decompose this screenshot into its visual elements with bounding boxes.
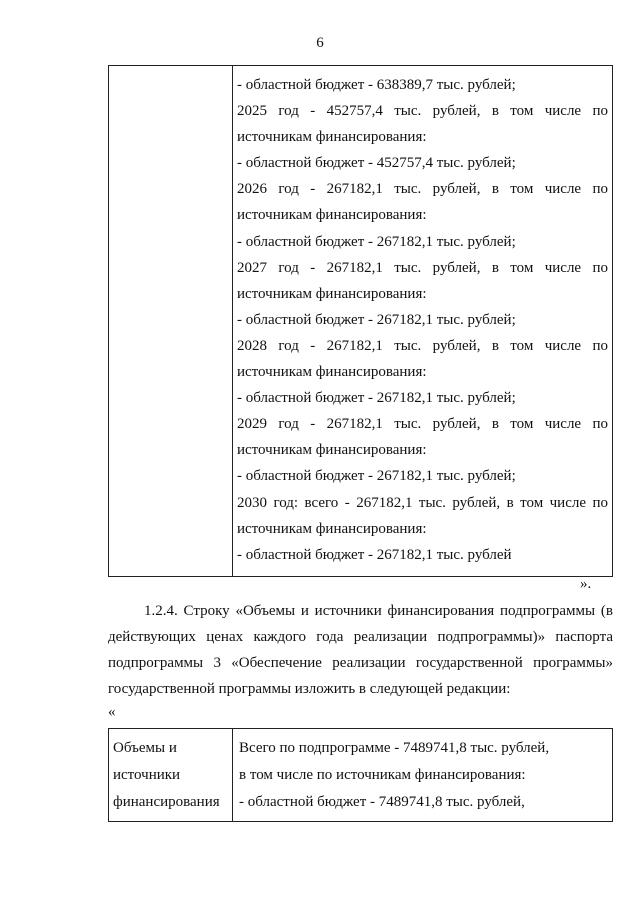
value-line: - областной бюджет - 7489741,8 тыс. рублей, bbox=[239, 794, 525, 810]
new-financing-table bbox=[108, 728, 613, 822]
financing-line: 2027 год - 267182,1 тыс. рублей, в том числе по bbox=[237, 259, 608, 276]
amendment-paragraph bbox=[108, 598, 613, 702]
financing-line: источникам финансирования: bbox=[237, 285, 427, 302]
page-number: 6 bbox=[316, 35, 324, 51]
label-line: источники bbox=[113, 767, 181, 783]
financing-line: 2029 год - 267182,1 тыс. рублей, в том числе по bbox=[237, 416, 608, 433]
paragraph-line: государственной программы изложить в следующей редакции: bbox=[108, 681, 511, 697]
label-line: финансирования bbox=[113, 794, 220, 810]
financing-line: - областной бюджет - 638389,7 тыс. рублей; bbox=[237, 77, 516, 93]
paragraph-line: действующих ценах каждого года реализации подпрограммы)» паспорта bbox=[108, 629, 613, 645]
new-table-label-cell bbox=[109, 729, 233, 821]
financing-line: - областной бюджет - 267182,1 тыс. рублей; bbox=[237, 468, 516, 485]
financing-line: 2030 год: всего - 267182,1 тыс. рублей, в том числе по bbox=[237, 494, 608, 511]
financing-line: - областной бюджет - 267182,1 тыс. рублей; bbox=[237, 311, 516, 328]
financing-line: 2028 год - 267182,1 тыс. рублей, в том числе по bbox=[237, 337, 608, 354]
financing-line: источникам финансирования: bbox=[237, 207, 427, 224]
financing-line: - областной бюджет - 267182,1 тыс. рублей; bbox=[237, 233, 516, 250]
value-line: Всего по подпрограмме - 7489741,8 тыс. рублей, bbox=[239, 740, 550, 756]
financing-table-left-cell bbox=[109, 66, 233, 576]
financing-line: источникам финансирования: bbox=[237, 520, 427, 537]
paragraph-line: 1.2.4. Строку «Объемы и источники финансирования подпрограммы (в bbox=[144, 603, 613, 619]
paragraph-line: подпрограммы 3 «Обеспечение реализации государственной программы» bbox=[108, 655, 613, 671]
financing-line: 2025 год - 452757,4 тыс. рублей, в том числе по bbox=[237, 103, 608, 120]
closing-quote: ». bbox=[580, 576, 592, 592]
financing-line: - областной бюджет - 452757,4 тыс. рублей; bbox=[237, 155, 516, 172]
opening-quote: « bbox=[108, 704, 116, 720]
financing-table bbox=[108, 65, 613, 577]
financing-line: источникам финансирования: bbox=[237, 364, 427, 381]
financing-table-right-cell bbox=[233, 66, 612, 576]
financing-line: - областной бюджет - 267182,1 тыс. рублей bbox=[237, 546, 512, 563]
value-line: в том числе по источникам финансирования: bbox=[239, 767, 526, 783]
financing-line: - областной бюджет - 267182,1 тыс. рублей; bbox=[237, 390, 516, 407]
financing-line: 2026 год - 267182,1 тыс. рублей, в том числе по bbox=[237, 181, 608, 198]
new-table-value-cell bbox=[233, 729, 612, 821]
financing-line: источникам финансирования: bbox=[237, 129, 427, 146]
financing-line: источникам финансирования: bbox=[237, 442, 427, 459]
label-line: Объемы и bbox=[113, 740, 177, 756]
